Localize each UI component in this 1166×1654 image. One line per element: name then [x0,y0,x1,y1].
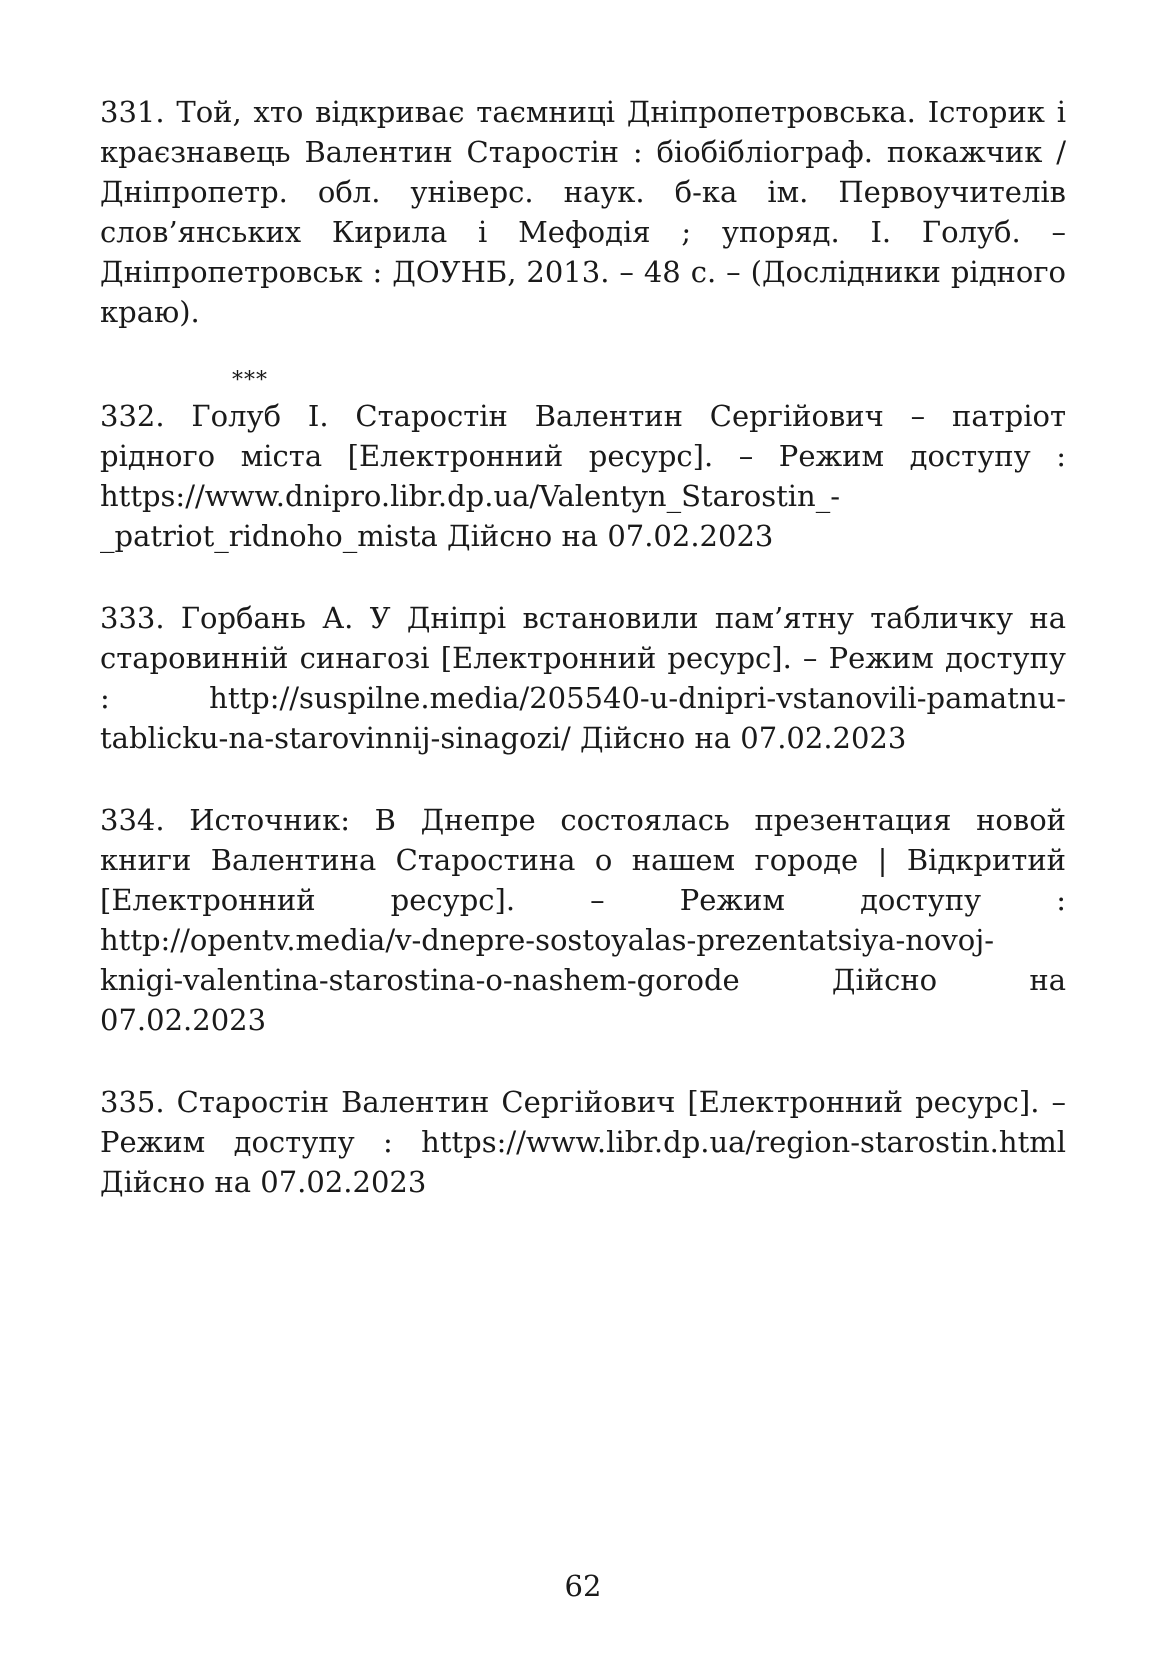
page-number: 62 [564,1569,602,1603]
bibliography-entry-331: 331. Той, хто відкриває таємниці Дніпропетровська. Історик і краєзнавець Валентин Старостін : біобібліограф. покажчик / Дніпропетр. обл. універс. наук. б-ка ім. Первоучителів слов’янських Кирила і Мефодія ; упоряд. І. Голуб. – Дніпропетровськ : ДОУНБ, 2013. – 48 с. – (Дослідники рідного краю). [100,95,1066,329]
page-body [100,92,1066,1202]
section-separator: *** [232,368,268,393]
bibliography-entry-334: 334. Источник: В Днепре состоялась презентация новой книги Валентина Старостина о нашем городе | Відкритий [Електронний ресурс]. – Режим доступу : http://opentv.media/v-dnepre-sostoyalas-prezentatsiya-novoj-knigi-valentina-starostina-o-nashem-gorode Дійсно на 07.02.2023 [100,803,1066,1037]
bibliography-entry-332: 332. Голуб І. Старостін Валентин Сергійович – патріот рідного міста [Електронний ресурс]. – Режим доступу : https://www.dnipro.libr.dp.ua/Valentyn_Starostin_-_patriot_ridnoho_mista Дійсно на 07.02.2023 [100,399,1066,553]
bibliography-entry-333: 333. Горбань А. У Дніпрі встановили пам’ятну табличку на старовинній синагозі [Електронний ресурс]. – Режим доступу : http://suspilne.media/205540-u-dnipri-vstanovili-pamatnu-tablicku-na-starovinnij-sinagozi/ Дійсно на 07.02.2023 [100,601,1066,755]
bibliography-entry-335: 335. Старостін Валентин Сергійович [Електронний ресурс]. – Режим доступу : https://www.libr.dp.ua/region-starostin.html Дійсно на 07.02.2023 [100,1085,1066,1199]
